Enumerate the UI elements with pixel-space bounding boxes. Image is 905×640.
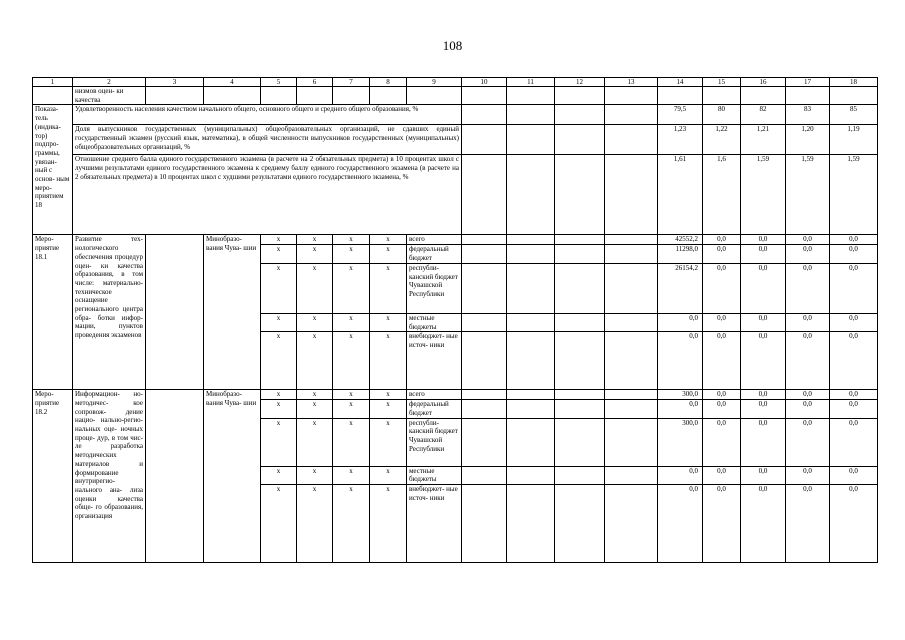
value-cell: 300,0 <box>658 418 703 466</box>
x-cell: x <box>370 235 407 245</box>
value-cell: 0,0 <box>830 263 878 313</box>
x-cell: x <box>297 466 333 484</box>
x-cell: x <box>297 390 333 400</box>
value-cell: 0,0 <box>703 313 741 331</box>
funding-source: федеральный бюджет <box>407 400 462 418</box>
indicator-text: Отношение среднего балла единого государственного экзамена (в расчете на 2 обязательных предмета) в 10 процентах школ с лучшими результатами единого государственного экзамена к среднему баллу единого государственного экзамена (в расчете на 2 обязательных предмета) в 10 процентах школ с худшими результатами единого государственного экзамена, % <box>73 155 462 235</box>
value-cell: 0,0 <box>786 466 830 484</box>
value-cell: 0,0 <box>658 400 703 418</box>
activity-row <box>33 235 878 245</box>
x-cell: x <box>333 485 370 563</box>
value-cell: 0,0 <box>786 313 830 331</box>
x-cell: x <box>370 400 407 418</box>
x-cell: x <box>261 485 297 563</box>
program-table <box>32 77 878 563</box>
value-cell: 0,0 <box>703 485 741 563</box>
value-cell: 0,0 <box>703 418 741 466</box>
col-num: 17 <box>786 78 830 87</box>
x-cell: x <box>370 313 407 331</box>
x-cell: x <box>333 418 370 466</box>
x-cell: x <box>333 245 370 263</box>
x-cell: x <box>261 390 297 400</box>
funding-source: всего <box>407 235 462 245</box>
value-cell: 0,0 <box>786 418 830 466</box>
value-cell: 82 <box>741 105 786 125</box>
funding-source: республи- канский бюджет Чувашской Республики <box>407 418 462 466</box>
continuation-row <box>33 87 878 105</box>
activity-row <box>33 390 878 400</box>
value-cell: 0,0 <box>741 313 786 331</box>
value-cell: 0,0 <box>830 418 878 466</box>
value-cell: 0,0 <box>830 235 878 245</box>
indicator-label: Показа- тель (индика- тор) подпро- граммы, увязан- ный с основ- ным меро- приятием 18 <box>33 105 73 235</box>
funding-source: местные бюджеты <box>407 313 462 331</box>
value-cell: 0,0 <box>741 485 786 563</box>
funding-source: внебюджет- ные источ- ники <box>407 332 462 390</box>
activity-label: Меро- приятие 18.2 <box>33 390 73 563</box>
x-cell: x <box>297 245 333 263</box>
value-cell: 0,0 <box>741 390 786 400</box>
col-num: 8 <box>370 78 407 87</box>
x-cell: x <box>297 485 333 563</box>
x-cell: x <box>370 245 407 263</box>
col-num: 5 <box>261 78 297 87</box>
x-cell: x <box>297 332 333 390</box>
cont-text: низмов оцен- ки качества <box>73 87 146 105</box>
value-cell: 0,0 <box>658 485 703 563</box>
col-num: 18 <box>830 78 878 87</box>
value-cell: 0,0 <box>741 466 786 484</box>
value-cell: 1,59 <box>741 155 786 235</box>
indicator-row <box>33 105 878 125</box>
activity-executor: Минобразо- вания Чува- шии <box>204 235 261 390</box>
indicator-row <box>33 155 878 235</box>
value-cell: 0,0 <box>786 235 830 245</box>
value-cell: 26154,2 <box>658 263 703 313</box>
x-cell: x <box>297 235 333 245</box>
value-cell: 0,0 <box>658 466 703 484</box>
col-num: 12 <box>555 78 605 87</box>
value-cell: 300,0 <box>658 390 703 400</box>
funding-source: федеральный бюджет <box>407 245 462 263</box>
x-cell: x <box>333 390 370 400</box>
col-num: 3 <box>146 78 204 87</box>
value-cell: 1,6 <box>703 155 741 235</box>
value-cell: 1,21 <box>741 125 786 155</box>
value-cell: 0,0 <box>703 332 741 390</box>
x-cell: x <box>333 235 370 245</box>
col-num: 6 <box>297 78 333 87</box>
value-cell: 1,23 <box>658 125 703 155</box>
x-cell: x <box>370 263 407 313</box>
x-cell: x <box>370 332 407 390</box>
value-cell: 0,0 <box>703 390 741 400</box>
x-cell: x <box>297 313 333 331</box>
x-cell: x <box>370 390 407 400</box>
col-num: 16 <box>741 78 786 87</box>
col-num: 7 <box>333 78 370 87</box>
value-cell: 0,0 <box>830 466 878 484</box>
x-cell: x <box>261 332 297 390</box>
funding-source: республи- канский бюджет Чувашской Республики <box>407 263 462 313</box>
x-cell: x <box>261 400 297 418</box>
col-num: 9 <box>407 78 462 87</box>
value-cell: 0,0 <box>658 332 703 390</box>
value-cell: 0,0 <box>703 466 741 484</box>
activity-label: Меро- приятие 18.1 <box>33 235 73 390</box>
x-cell: x <box>333 263 370 313</box>
funding-source: местные бюджеты <box>407 466 462 484</box>
x-cell: x <box>370 485 407 563</box>
value-cell: 83 <box>786 105 830 125</box>
value-cell: 1,61 <box>658 155 703 235</box>
value-cell: 11298,0 <box>658 245 703 263</box>
indicator-text: Доля выпускников государственных (муниципальных) общеобразовательных организаций, не сдавших единый государственный экзамен (русский язык, математика), в общей численности выпускников государственных (муниципальных) общеобразовательных организаций, % <box>73 125 462 155</box>
x-cell: x <box>261 245 297 263</box>
value-cell: 79,5 <box>658 105 703 125</box>
page-number: 108 <box>442 38 463 53</box>
value-cell: 1,20 <box>786 125 830 155</box>
x-cell: x <box>333 332 370 390</box>
value-cell: 0,0 <box>741 332 786 390</box>
value-cell: 0,0 <box>786 485 830 563</box>
x-cell: x <box>370 466 407 484</box>
value-cell: 0,0 <box>830 390 878 400</box>
x-cell: x <box>297 263 333 313</box>
value-cell: 0,0 <box>830 313 878 331</box>
value-cell: 0,0 <box>830 400 878 418</box>
value-cell: 1,22 <box>703 125 741 155</box>
col-num: 11 <box>507 78 555 87</box>
x-cell: x <box>333 466 370 484</box>
value-cell: 0,0 <box>786 263 830 313</box>
x-cell: x <box>261 313 297 331</box>
value-cell: 85 <box>830 105 878 125</box>
activity-name: Развитие тех- нологического обеспечения процедур оцен- ки качества образования, в том числе: материально- техническое оснащение регионального центра обра- ботки инфор- мации, пунктов проведения экзаменов <box>73 235 146 390</box>
value-cell: 0,0 <box>786 390 830 400</box>
col-num: 1 <box>33 78 73 87</box>
value-cell: 42552,2 <box>658 235 703 245</box>
x-cell: x <box>370 418 407 466</box>
x-cell: x <box>333 313 370 331</box>
indicator-text: Удовлетворенность населения качеством начального общего, основного общего и среднего общего образования, % <box>73 105 462 125</box>
value-cell: 0,0 <box>703 400 741 418</box>
col-num: 13 <box>605 78 658 87</box>
activity-name: Информацион- но-методичес- кое сопровож- дение нацио- нально-регио- нальных оце- ночных проце- дур, в том чис- ле разработка методических материалов и формирование внутрирегио- нального ана- лиза оценки качества обще- го образования, организация <box>73 390 146 563</box>
value-cell: 0,0 <box>786 332 830 390</box>
value-cell: 0,0 <box>703 263 741 313</box>
col-num: 4 <box>204 78 261 87</box>
x-cell: x <box>261 263 297 313</box>
x-cell: x <box>261 418 297 466</box>
funding-source: внебюджет- ные источ- ники <box>407 485 462 563</box>
value-cell: 1,59 <box>830 155 878 235</box>
value-cell: 80 <box>703 105 741 125</box>
x-cell: x <box>333 400 370 418</box>
value-cell: 0,0 <box>658 313 703 331</box>
value-cell: 0,0 <box>741 235 786 245</box>
col-num: 15 <box>703 78 741 87</box>
value-cell: 0,0 <box>741 263 786 313</box>
value-cell: 0,0 <box>830 245 878 263</box>
value-cell: 0,0 <box>741 418 786 466</box>
col-num: 2 <box>73 78 146 87</box>
value-cell: 0,0 <box>741 245 786 263</box>
col-num: 10 <box>462 78 507 87</box>
x-cell: x <box>261 466 297 484</box>
x-cell: x <box>297 418 333 466</box>
funding-source: всего <box>407 390 462 400</box>
value-cell: 0,0 <box>703 235 741 245</box>
value-cell: 0,0 <box>830 485 878 563</box>
x-cell: x <box>261 235 297 245</box>
value-cell: 0,0 <box>741 400 786 418</box>
value-cell: 0,0 <box>786 400 830 418</box>
x-cell: x <box>297 400 333 418</box>
value-cell: 1,59 <box>786 155 830 235</box>
indicator-row <box>33 125 878 155</box>
column-number-row <box>33 78 878 87</box>
value-cell: 1,19 <box>830 125 878 155</box>
value-cell: 0,0 <box>830 332 878 390</box>
activity-executor: Минобразо- вания Чува- шии <box>204 390 261 563</box>
col-num: 14 <box>658 78 703 87</box>
value-cell: 0,0 <box>786 245 830 263</box>
value-cell: 0,0 <box>703 245 741 263</box>
